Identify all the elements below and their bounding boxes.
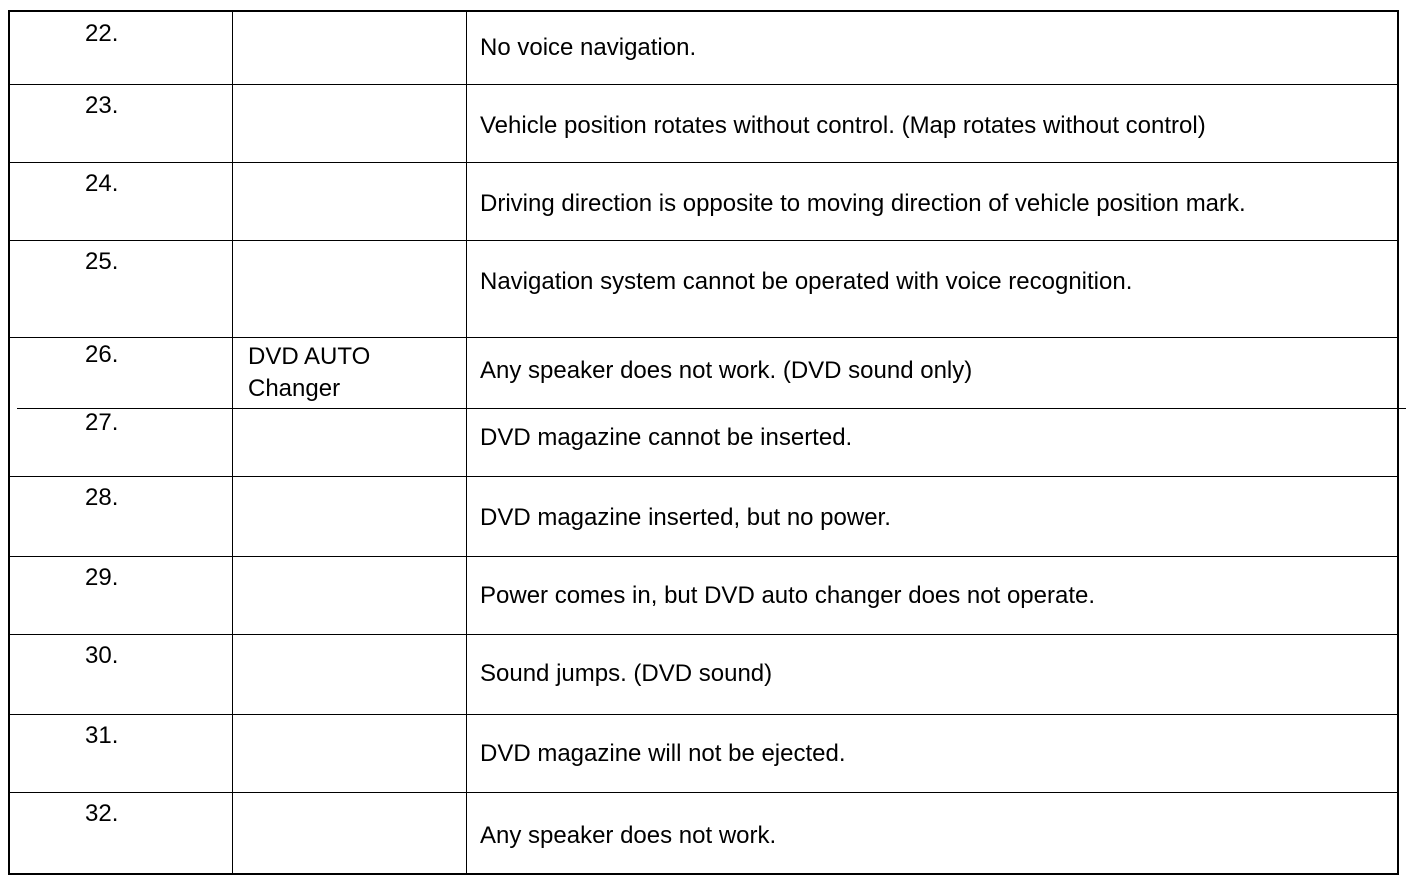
row-divider <box>10 240 1397 241</box>
row-number: 26. <box>85 341 119 368</box>
row-number: 25. <box>85 248 119 275</box>
row-number: 23. <box>85 92 119 119</box>
row-number: 24. <box>85 170 119 197</box>
row-divider <box>10 84 1397 85</box>
row-symptom: Vehicle position rotates without control. (Map rotates without control) <box>480 112 1206 139</box>
row-symptom: Sound jumps. (DVD sound) <box>480 660 773 687</box>
row-divider <box>10 476 1397 477</box>
row-symptom: DVD magazine inserted, but no power. <box>480 504 891 531</box>
row-symptom: No voice navigation. <box>480 34 697 61</box>
row-symptom: Navigation system cannot be operated with voice recognition. <box>480 268 1133 295</box>
row-divider <box>10 162 1397 163</box>
row-number: 31. <box>85 722 119 749</box>
row-symptom: Any speaker does not work. <box>480 822 777 849</box>
row-symptom: Power comes in, but DVD auto changer does not operate. <box>480 582 1096 609</box>
row-symptom: DVD magazine will not be ejected. <box>480 740 846 767</box>
row-divider <box>10 634 1397 635</box>
row-divider <box>10 337 1397 338</box>
row-divider-extended <box>17 408 1406 409</box>
column-divider-2 <box>466 12 467 873</box>
row-number: 22. <box>85 20 119 47</box>
row-divider <box>10 714 1397 715</box>
row-component: DVD AUTO Changer <box>248 343 371 402</box>
row-number: 27. <box>85 409 119 436</box>
row-symptom: Any speaker does not work. (DVD sound only) <box>480 357 973 384</box>
row-number: 30. <box>85 642 119 669</box>
row-symptom: Driving direction is opposite to moving direction of vehicle position mark. <box>480 190 1246 217</box>
troubleshooting-table <box>8 10 1399 875</box>
row-symptom: DVD magazine cannot be inserted. <box>480 424 853 451</box>
row-number: 29. <box>85 564 119 591</box>
column-divider-1 <box>232 12 233 873</box>
row-number: 28. <box>85 484 119 511</box>
row-divider <box>10 556 1397 557</box>
row-divider <box>10 792 1397 793</box>
row-number: 32. <box>85 800 119 827</box>
